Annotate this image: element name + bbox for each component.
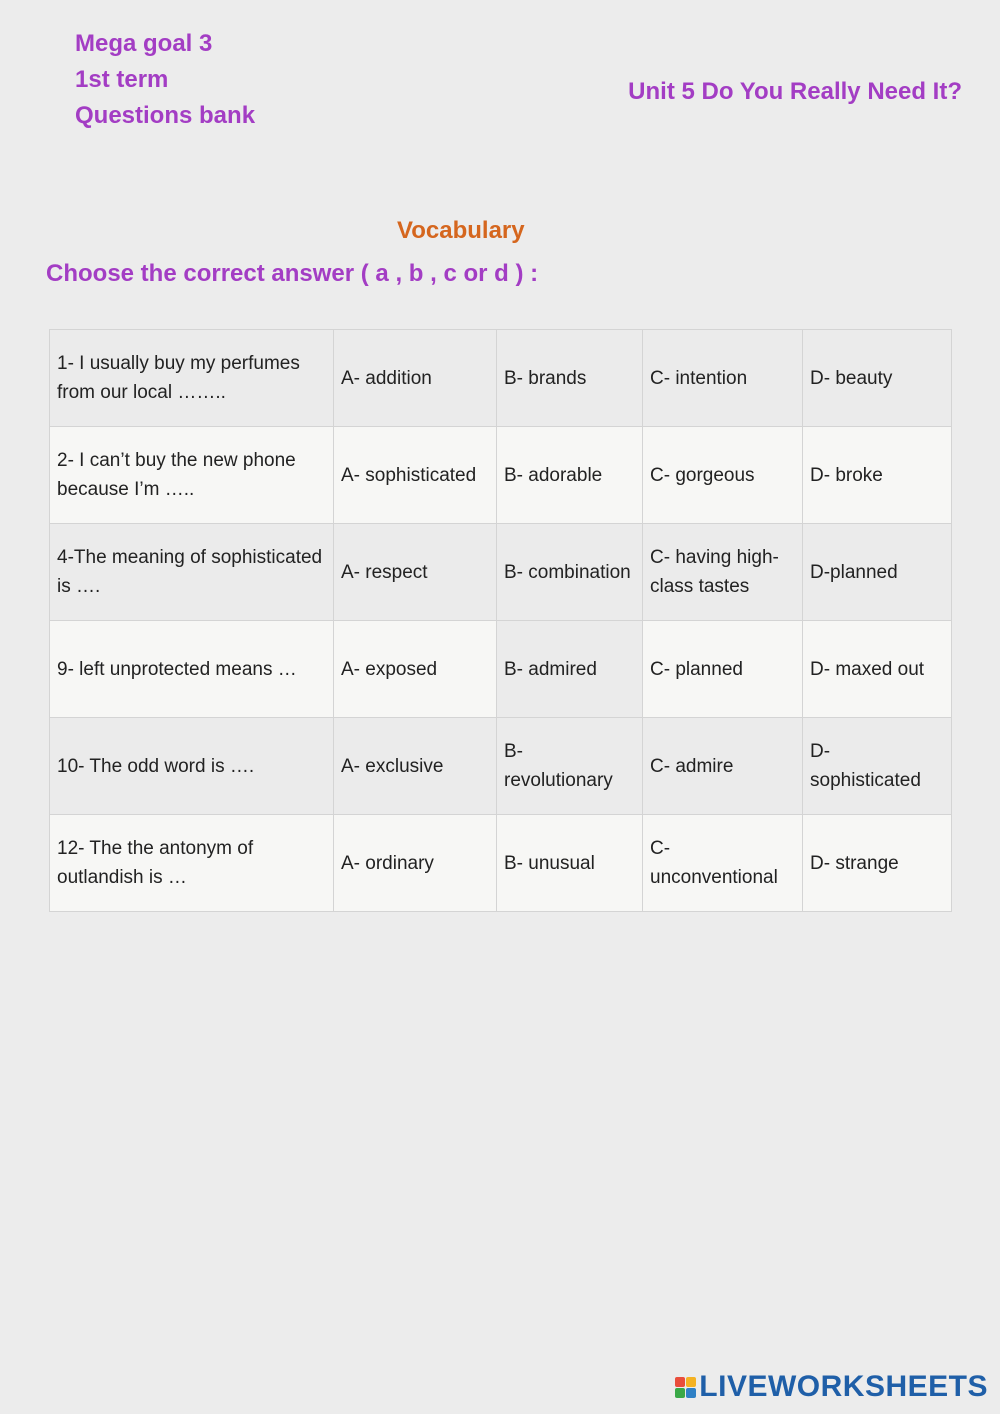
option-a[interactable]: A- sophisticated xyxy=(334,427,497,524)
option-a[interactable]: A- respect xyxy=(334,524,497,621)
question-text: 2- I can’t buy the new phone because I’m ….. xyxy=(50,427,334,524)
unit-title: Unit 5 Do You Really Need It? xyxy=(628,78,962,105)
question-text: 10- The odd word is …. xyxy=(50,718,334,815)
option-b[interactable]: B- brands xyxy=(497,330,643,427)
option-c[interactable]: C- admire xyxy=(643,718,803,815)
header-left xyxy=(75,26,255,134)
option-b[interactable]: B- combination xyxy=(497,524,643,621)
option-d[interactable]: D- maxed out xyxy=(803,621,952,718)
option-a[interactable]: A- addition xyxy=(334,330,497,427)
table-row xyxy=(50,815,952,912)
doc-type-label: Questions bank xyxy=(75,102,256,129)
option-c[interactable]: C- intention xyxy=(643,330,803,427)
option-b[interactable]: B- adorable xyxy=(497,427,643,524)
course-title: Mega goal 3 xyxy=(75,30,213,57)
table-row xyxy=(50,718,952,815)
option-d[interactable]: D- beauty xyxy=(803,330,952,427)
liveworksheets-logo[interactable] xyxy=(675,1370,988,1404)
table-row xyxy=(50,330,952,427)
table-row xyxy=(50,427,952,524)
option-a[interactable]: A- exclusive xyxy=(334,718,497,815)
option-c[interactable]: C- gorgeous xyxy=(643,427,803,524)
logo-square-v xyxy=(675,1388,685,1398)
table-row xyxy=(50,621,952,718)
option-d[interactable]: D-planned xyxy=(803,524,952,621)
questions-table xyxy=(49,329,952,912)
logo-grid-icon xyxy=(675,1377,696,1398)
logo-square-i xyxy=(686,1377,696,1387)
option-c[interactable]: C- having high-class tastes xyxy=(643,524,803,621)
term-label: 1st term xyxy=(75,66,169,93)
option-a[interactable]: A- exposed xyxy=(334,621,497,718)
option-d[interactable]: D- sophisticated xyxy=(803,718,952,815)
logo-text: LIVEWORKSHEETS xyxy=(699,1370,988,1403)
table-row xyxy=(50,524,952,621)
logo-square-e xyxy=(686,1388,696,1398)
option-d[interactable]: D- strange xyxy=(803,815,952,912)
option-b[interactable]: B- revolutionary xyxy=(497,718,643,815)
option-a[interactable]: A- ordinary xyxy=(334,815,497,912)
option-b[interactable]: B- admired xyxy=(497,621,643,718)
section-title: Vocabulary xyxy=(397,217,525,244)
instruction-text: Choose the correct answer ( a , b , c or d ) : xyxy=(46,260,539,287)
logo-square-l xyxy=(675,1377,685,1387)
question-text: 1- I usually buy my perfumes from our local …….. xyxy=(50,330,334,427)
option-c[interactable]: C- unconventional xyxy=(643,815,803,912)
question-text: 4-The meaning of sophisticated is …. xyxy=(50,524,334,621)
option-d[interactable]: D- broke xyxy=(803,427,952,524)
question-text: 9- left unprotected means … xyxy=(50,621,334,718)
question-text: 12- The the antonym of outlandish is … xyxy=(50,815,334,912)
option-c[interactable]: C- planned xyxy=(643,621,803,718)
option-b[interactable]: B- unusual xyxy=(497,815,643,912)
